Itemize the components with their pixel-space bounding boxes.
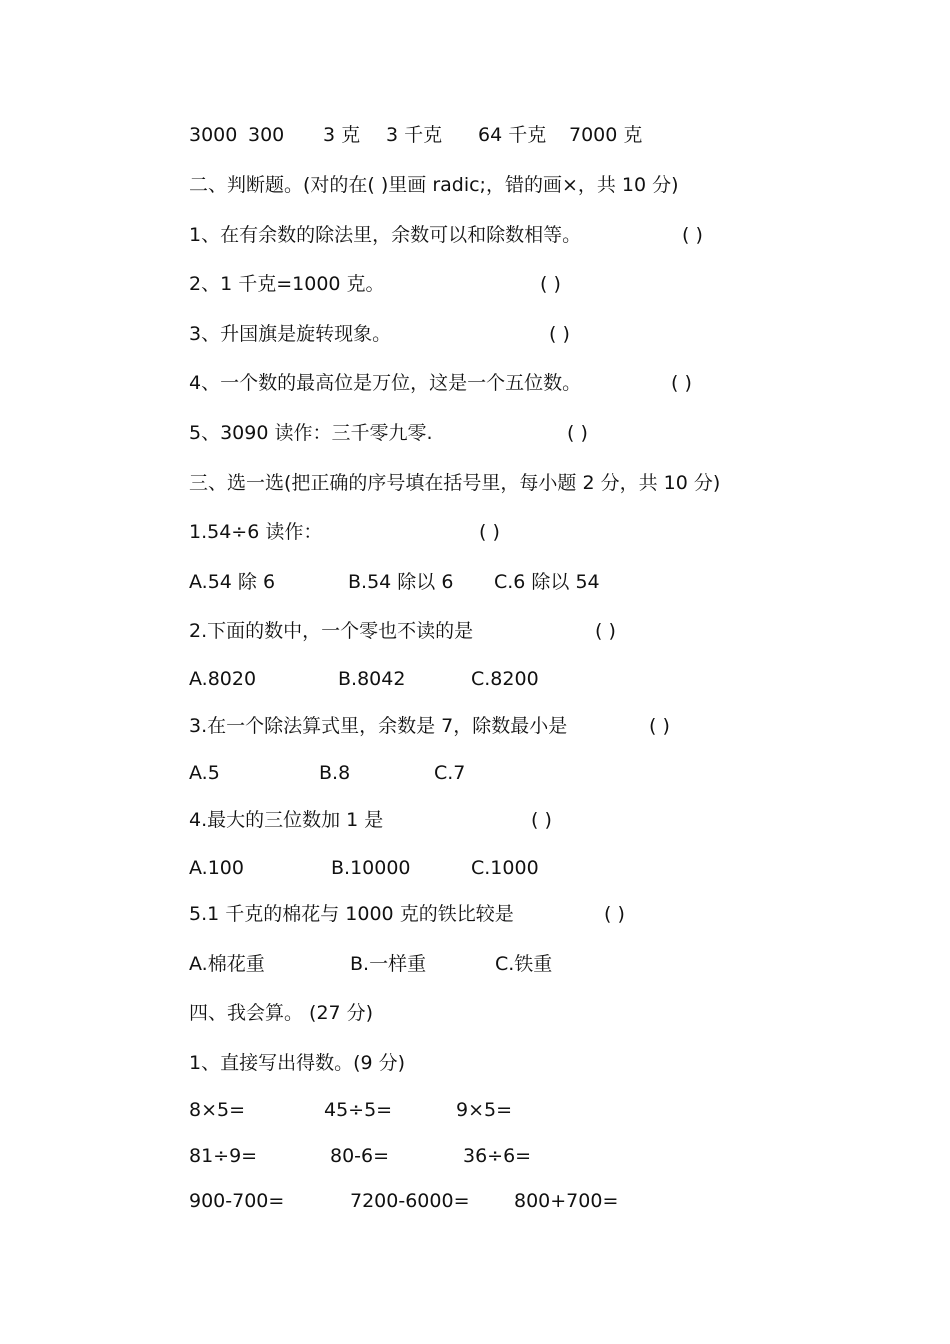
answer-bracket[interactable]: ( ) bbox=[671, 372, 692, 394]
option-c: C.1000 bbox=[471, 857, 539, 879]
option-a: A.100 bbox=[189, 857, 244, 879]
unit-choice: 64 千克 bbox=[478, 124, 547, 146]
answer-bracket[interactable]: ( ) bbox=[540, 273, 561, 295]
calc-problem: 8×5= bbox=[189, 1099, 246, 1121]
option-a: A.5 bbox=[189, 762, 220, 784]
option-b: B.54 除以 6 bbox=[348, 571, 454, 593]
section-3-heading: 三、选一选(把正确的序号填在括号里，每小题 2 分，共 10 分) bbox=[189, 472, 721, 494]
section-heading bbox=[0, 998, 950, 1028]
section-heading bbox=[0, 170, 950, 200]
question-text: 1.54÷6 读作： bbox=[189, 521, 323, 543]
judgement-text: 2、1 千克=1000 克。 bbox=[189, 273, 385, 295]
calc-problem: 7200-6000= bbox=[350, 1190, 470, 1212]
calc-row bbox=[0, 1141, 950, 1171]
answer-bracket[interactable]: ( ) bbox=[595, 620, 616, 642]
answer-bracket[interactable]: ( ) bbox=[649, 715, 670, 737]
option-c: C.7 bbox=[434, 762, 466, 784]
sub-heading bbox=[0, 1048, 950, 1078]
question-text: 4.最大的三位数加 1 是 bbox=[189, 809, 384, 831]
calc-problem: 36÷6= bbox=[463, 1145, 532, 1167]
judgement-text: 1、在有余数的除法里，余数可以和除数相等。 bbox=[189, 224, 582, 246]
question-text: 5.1 千克的棉花与 1000 克的铁比较是 bbox=[189, 903, 514, 925]
choice-question bbox=[0, 517, 950, 547]
answer-bracket[interactable]: ( ) bbox=[531, 809, 552, 831]
option-b: B.8042 bbox=[338, 668, 406, 690]
section-4-sub1-heading: 1、直接写出得数。(9 分) bbox=[189, 1052, 406, 1074]
option-c: C.铁重 bbox=[495, 953, 553, 975]
unit-choice: 3000 bbox=[189, 124, 238, 146]
option-a: A.8020 bbox=[189, 668, 257, 690]
choice-question bbox=[0, 616, 950, 646]
calc-problem: 9×5= bbox=[456, 1099, 513, 1121]
option-c: C.6 除以 54 bbox=[494, 571, 600, 593]
unit-choice: 3 千克 bbox=[386, 124, 443, 146]
calc-problem: 900-700= bbox=[189, 1190, 285, 1212]
choice-options bbox=[0, 949, 950, 979]
option-b: B.一样重 bbox=[350, 953, 427, 975]
calc-problem: 81÷9= bbox=[189, 1145, 258, 1167]
answer-bracket[interactable]: ( ) bbox=[682, 224, 703, 246]
calc-row bbox=[0, 1186, 950, 1216]
judgement-text: 4、一个数的最高位是万位，这是一个五位数。 bbox=[189, 372, 582, 394]
section-2-heading: 二、判断题。(对的在( )里画 radic;，错的画×，共 10 分) bbox=[189, 174, 679, 196]
choice-question bbox=[0, 711, 950, 741]
judgement-item bbox=[0, 220, 950, 250]
choice-options bbox=[0, 664, 950, 694]
option-a: A.54 除 6 bbox=[189, 571, 276, 593]
unit-choice: 3 克 bbox=[323, 124, 361, 146]
choice-options bbox=[0, 567, 950, 597]
section-4-heading: 四、我会算。 (27 分) bbox=[189, 1002, 374, 1024]
unit-choices-row bbox=[0, 120, 950, 150]
calc-problem: 45÷5= bbox=[324, 1099, 393, 1121]
choice-question bbox=[0, 805, 950, 835]
calc-row bbox=[0, 1095, 950, 1125]
answer-bracket[interactable]: ( ) bbox=[604, 903, 625, 925]
judgement-text: 5、3090 读作：三千零九零. bbox=[189, 422, 433, 444]
choice-question bbox=[0, 899, 950, 929]
option-a: A.棉花重 bbox=[189, 953, 265, 975]
answer-bracket[interactable]: ( ) bbox=[567, 422, 588, 444]
calc-problem: 800+700= bbox=[514, 1190, 619, 1212]
answer-bracket[interactable]: ( ) bbox=[479, 521, 500, 543]
unit-choice: 7000 克 bbox=[569, 124, 643, 146]
option-b: B.10000 bbox=[331, 857, 411, 879]
unit-choice: 300 bbox=[248, 124, 285, 146]
option-b: B.8 bbox=[319, 762, 351, 784]
question-text: 3.在一个除法算式里，余数是 7，除数最小是 bbox=[189, 715, 568, 737]
choice-options bbox=[0, 853, 950, 883]
judgement-item bbox=[0, 269, 950, 299]
option-c: C.8200 bbox=[471, 668, 539, 690]
section-heading bbox=[0, 468, 950, 498]
judgement-item bbox=[0, 368, 950, 398]
judgement-item bbox=[0, 418, 950, 448]
judgement-item bbox=[0, 319, 950, 349]
calc-problem: 80-6= bbox=[330, 1145, 390, 1167]
answer-bracket[interactable]: ( ) bbox=[549, 323, 570, 345]
choice-options bbox=[0, 758, 950, 788]
judgement-text: 3、升国旗是旋转现象。 bbox=[189, 323, 392, 345]
question-text: 2.下面的数中，一个零也不读的是 bbox=[189, 620, 474, 642]
